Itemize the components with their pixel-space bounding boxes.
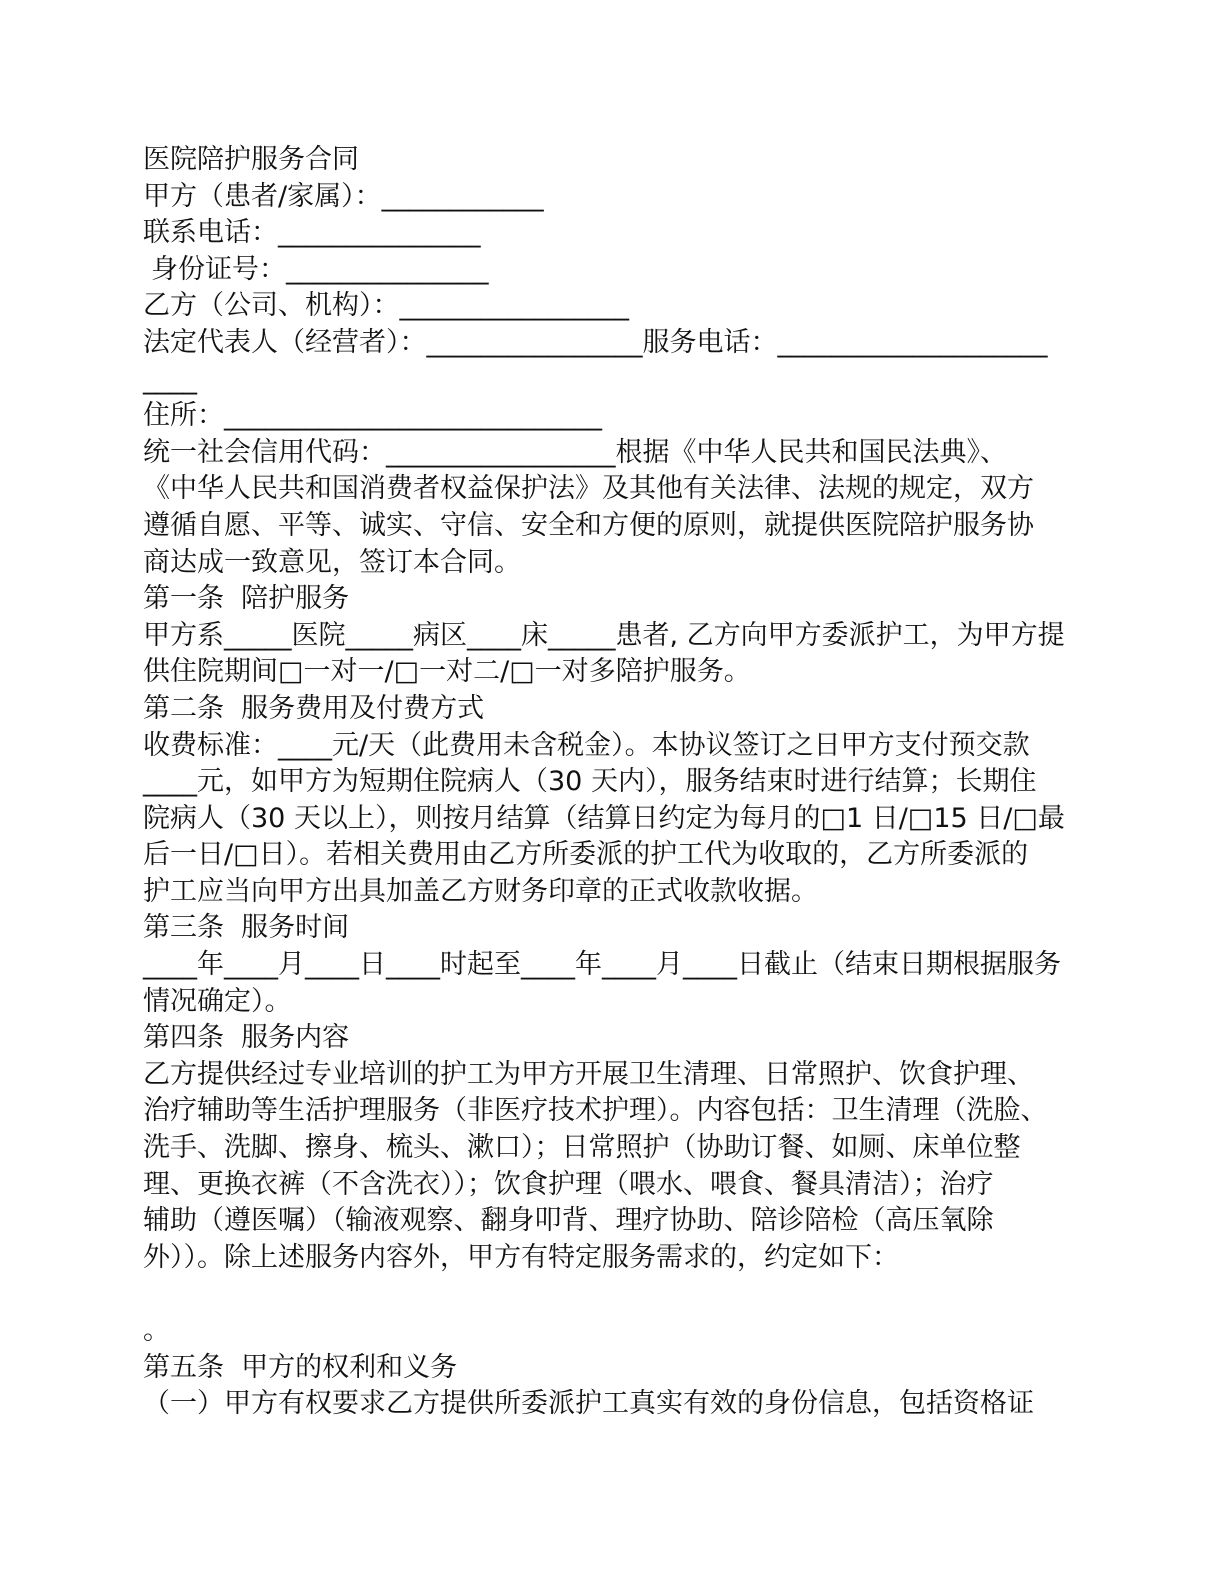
preamble-line: 商达成一致意见，签订本合同。 — [143, 546, 521, 578]
article-4-heading: 第四条 服务内容 — [143, 1022, 350, 1054]
preamble-line: 遵循自愿、平等、诚实、守信、安全和方便的原则，就提供医院陪护服务协 — [143, 509, 1034, 541]
article-4-text: 治疗辅助等生活护理服务（非医疗技术护理）。内容包括：卫生清理（洗脸、 — [143, 1095, 1048, 1127]
article-3-text: 情况确定）。 — [143, 985, 292, 1017]
article-2-heading: 第二条 服务费用及付费方式 — [143, 692, 485, 724]
contract-document — [143, 142, 1083, 1423]
article-1-text: 供住院期间□一对一/□一对二/□一对多陪护服务。 — [143, 656, 751, 688]
legal-representative-field-cont: ____ — [143, 363, 197, 395]
article-4-text: 乙方提供经过专业培训的护工为甲方开展卫生清理、日常照护、饮食护理、 — [143, 1058, 1034, 1090]
address-field: 住所：____________________________ — [143, 400, 602, 432]
party-a-field: 甲方（患者/家属）：____________ — [143, 180, 544, 212]
article-2-text: 收费标准：____元/天（此费用未含税金）。本协议签订之日甲方支付预交款 — [143, 729, 1030, 761]
article-2-text: ____元，如甲方为短期住院病人（30 天内），服务结束时进行结算；长期住 — [143, 766, 1037, 798]
id-number-field: 身份证号：_______________ — [151, 253, 489, 285]
phone-field: 联系电话：_______________ — [143, 217, 481, 249]
article-3-text: ____年____月____日____时起至____年____月____日截止（结束日期根据服务 — [143, 949, 1061, 981]
article-3-heading: 第三条 服务时间 — [143, 912, 350, 944]
legal-representative-field: 法定代表人（经营者）：________________服务电话：____________________ — [143, 326, 1048, 358]
article-2-text: 后一日/□日）。若相关费用由乙方所委派的护工代为收取的，乙方所委派的 — [143, 839, 1029, 871]
article-4-text: 外））。除上述服务内容外，甲方有特定服务需求的，约定如下： — [143, 1241, 899, 1273]
article-4-text: 辅助（遵医嘱）（输液观察、翻身叩背、理疗协助、陪诊陪检（高压氧除 — [143, 1205, 994, 1237]
party-b-field: 乙方（公司、机构）：_________________ — [143, 290, 629, 322]
article-2-text: 护工应当向甲方出具加盖乙方财务印章的正式收款收据。 — [143, 875, 818, 907]
article-4-text: 理、更换衣裤（不含洗衣））；饮食护理（喂水、喂食、餐具清洁）；治疗 — [143, 1168, 994, 1200]
preamble-line: 统一社会信用代码：_________________根据《中华人民共和国民法典》、 — [143, 436, 1007, 468]
article-1-text: 甲方系_____医院_____病区____床_____患者, 乙方向甲方委派护工，为甲方提 — [143, 619, 1065, 651]
preamble-line: 《中华人民共和国消费者权益保护法》及其他有关法律、法规的规定，双方 — [143, 473, 1034, 505]
blank-line — [143, 1276, 1083, 1313]
article-4-text: 洗手、洗脚、擦身、梳头、漱口）；日常照护（协助订餐、如厕、床单位整 — [143, 1132, 1021, 1164]
article-4-end: 。 — [143, 1315, 170, 1346]
article-2-text: 院病人（30 天以上），则按月结算（结算日约定为每月的□1 日/□15 日/□最 — [143, 802, 1065, 834]
article-1-heading: 第一条 陪护服务 — [143, 583, 350, 615]
document-title: 医院陪护服务合同 — [143, 144, 359, 175]
article-5-text: （一）甲方有权要求乙方提供所委派护工真实有效的身份信息，包括资格证 — [143, 1388, 1034, 1420]
article-5-heading: 第五条 甲方的权利和义务 — [143, 1351, 458, 1383]
